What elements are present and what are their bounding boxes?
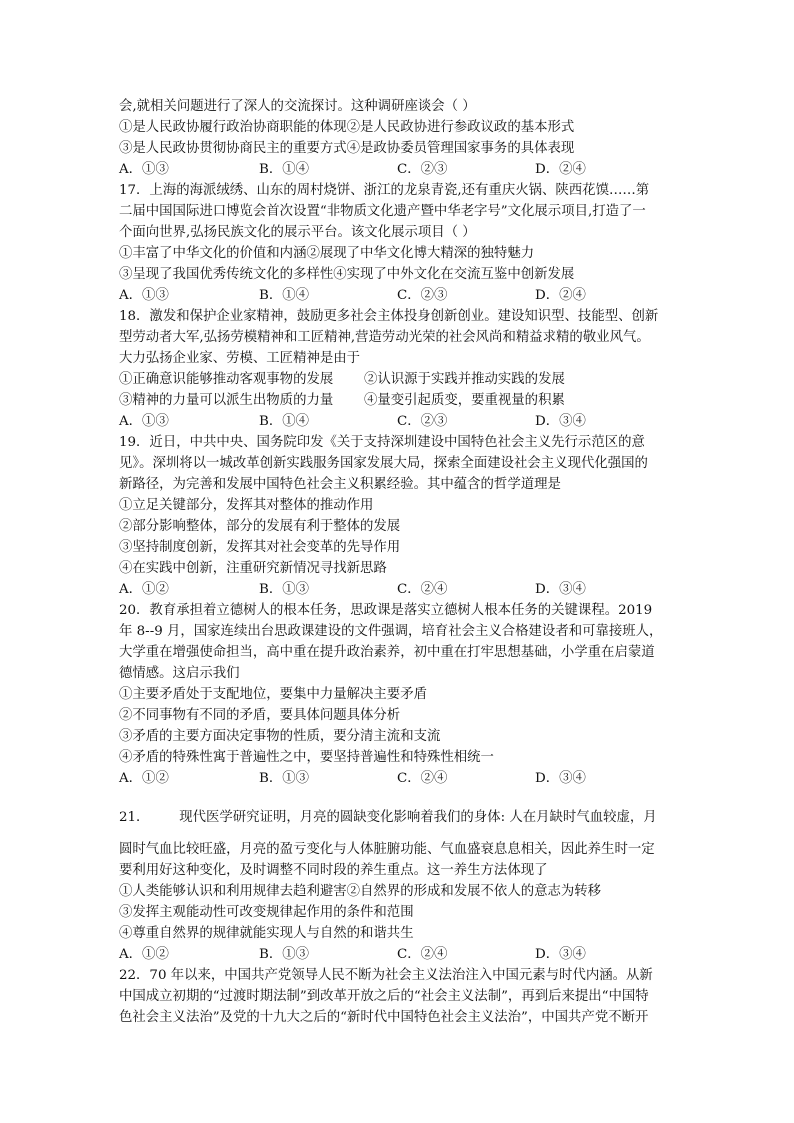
q20-line: 大学重在增强使命担当，高中重在提升政治素养，初中重在打牢思想基础，小学重在启蒙道 (119, 645, 655, 660)
q17-line: 二届中国国际进口博览会首次设置“非物质文化遗产暨中华老字号”文化展示项目,打造了一 (119, 204, 646, 219)
q20-line: ③矛盾的主要方面决定事物的性质，要分清主流和支流 (119, 729, 441, 744)
q21-options (119, 944, 679, 965)
q20-line: 20．教育承担着立德树人的根本任务，思政课是落实立德树人根本任务的关键课程。2019 (119, 603, 653, 618)
q16-line: 会,就相关问题进行了深人的交流探讨。这种调研座谈会（ ） (119, 99, 476, 114)
q21-line: ③发挥主观能动性可改变规律起作用的条件和范围 (119, 905, 414, 920)
option-c: C．②④ (397, 771, 448, 786)
q17-line: ③呈现了我国优秀传统文化的多样性④实现了中外文化在交流互鉴中创新发展 (119, 267, 575, 282)
choice-1: ①正确意识能够推动客观事物的发展 (119, 372, 334, 387)
option-c: C．②③ (397, 288, 448, 303)
option-b: B．①④ (259, 414, 310, 429)
option-c: C．②④ (397, 582, 448, 597)
q18-choices-row (119, 369, 679, 390)
q19-line: 19．近日，中共中央、国务院印发《关于支持深圳建设中国特色社会主义先行示范区的意 (119, 435, 645, 450)
q20-line: ④矛盾的特殊性寓于普遍性之中，要坚持普遍性和特殊性相统一 (119, 750, 494, 765)
option-b: B．①④ (259, 162, 310, 177)
option-c: C．②③ (397, 414, 448, 429)
question-content (119, 96, 679, 1028)
q19-line: ①立足关键部分，发挥其对整体的推动作用 (119, 498, 374, 513)
choice-2: ②认识源于实践并推动实践的发展 (364, 372, 565, 387)
q16-line: ③是人民政协贯彻协商民主的重要方式④是政协委员管理国家事务的具体表现 (119, 141, 575, 156)
q17-line: 17．上海的海派绒绣、山东的周村烧饼、浙江的龙泉青瓷,还有重庆火锅、陕西花馍……第 (119, 183, 650, 198)
q21-first-line: 21． 现代医学研究证明，月亮的圆缺变化影响着我们的身体: 人在月缺时气血较虚，月 (119, 810, 657, 825)
q18-options (119, 411, 679, 432)
q18-choices-row (119, 390, 679, 411)
option-a: A．①③ (119, 414, 169, 429)
q22-line: 中国成立初期的“过渡时期法制”到改革开放之后的“社会主义法制”，再到后来提出“中国特 (119, 989, 649, 1004)
option-a: A．①③ (119, 288, 169, 303)
q16-options (119, 159, 679, 180)
q19-options (119, 579, 679, 600)
q21-line: ①人类能够认识和利用规律去趋利避害②自然界的形成和发展不依人的意志为转移 (119, 884, 602, 899)
option-a: A．①② (119, 582, 169, 597)
q17-options (119, 285, 679, 306)
q21-line: 圆时气血比较旺盛，月亮的盈亏变化与人体脏腑功能、气血盛衰息息相关，因此养生时一定 (119, 842, 655, 857)
q19-line: ②部分影响整体，部分的发展有利于整体的发展 (119, 519, 401, 534)
q20-line: 德情感。这启示我们 (119, 666, 240, 681)
q16-line: ①是人民政协履行政治协商职能的体现②是人民政协进行参政议政的基本形式 (119, 120, 575, 135)
choice-3: ③精神的力量可以派生出物质的力量 (119, 393, 334, 408)
option-d: D．②④ (535, 162, 586, 177)
option-d: D．②④ (535, 288, 586, 303)
q19-line: 见》。深圳将以一城改革创新实践服务国家发展大局，探索全面建设社会主义现代化强国的 (119, 456, 648, 471)
q20-line: ②不同事物有不同的矛盾，要具体问题具体分析 (119, 708, 401, 723)
option-c: C．②④ (397, 947, 448, 962)
option-b: B．①④ (259, 288, 310, 303)
option-a: A．①② (119, 771, 169, 786)
q21-line: ④尊重自然界的规律就能实现人与自然的和谐共生 (119, 926, 414, 941)
option-a: A．①③ (119, 162, 169, 177)
option-b: B．①③ (259, 947, 310, 962)
q20-line: 年 8--9 月，国家连续出台思政课建设的文件强调，培育社会主义合格建设者和可靠接班人， (119, 624, 663, 639)
option-d: D．③④ (535, 414, 586, 429)
q17-line: ①丰富了中华文化的价值和内涵②展现了中华文化博大精深的独特魅力 (119, 246, 535, 261)
q20-options (119, 768, 679, 789)
option-d: D．③④ (535, 582, 586, 597)
option-b: B．①③ (259, 771, 310, 786)
option-d: D．③④ (535, 771, 586, 786)
q18-line: 型劳动者大军,弘扬劳模精神和工匠精神,营造劳动光荣的社会风尚和精益求精的敬业风气。 (119, 330, 650, 345)
q21-line: 要利用好这种变化，及时调整不同时段的养生重点。这一养生方法体现了 (119, 863, 548, 878)
option-a: A．①② (119, 947, 169, 962)
q22-line: 色社会主义法治”及党的十九大之后的“新时代中国特色社会主义法治”，中国共产党不断开 (119, 1010, 649, 1025)
q17-line: 个面向世界,弘扬民族文化的展示平台。该文化展示项目（ ） (119, 225, 476, 240)
q22-line: 22．70 年以来，中国共产党领导人民不断为社会主义法治注入中国元素与时代内涵。从新 (119, 968, 653, 983)
option-c: C．②③ (397, 162, 448, 177)
choice-4: ④量变引起质变，要重视量的积累 (364, 393, 565, 408)
q18-line: 大力弘扬企业家、劳模、工匠精神是由于 (119, 351, 361, 366)
q18-line: 18．激发和保护企业家精神，鼓励更多社会主体投身创新创业。建设知识型、技能型、创新 (119, 309, 659, 324)
q19-line: 新路径，为完善和发展中国特色社会主义积累经验。其中蕴含的哲学道理是 (119, 477, 561, 492)
option-b: B．①③ (259, 582, 310, 597)
spacer (119, 828, 679, 839)
q20-line: ①主要矛盾处于支配地位，要集中力量解决主要矛盾 (119, 687, 427, 702)
option-d: D．③④ (535, 947, 586, 962)
q19-line: ③坚持制度创新，发挥其对社会变革的先导作用 (119, 540, 401, 555)
spacer (119, 789, 679, 807)
q19-line: ④在实践中创新，注重研究新情况寻找新思路 (119, 561, 387, 576)
